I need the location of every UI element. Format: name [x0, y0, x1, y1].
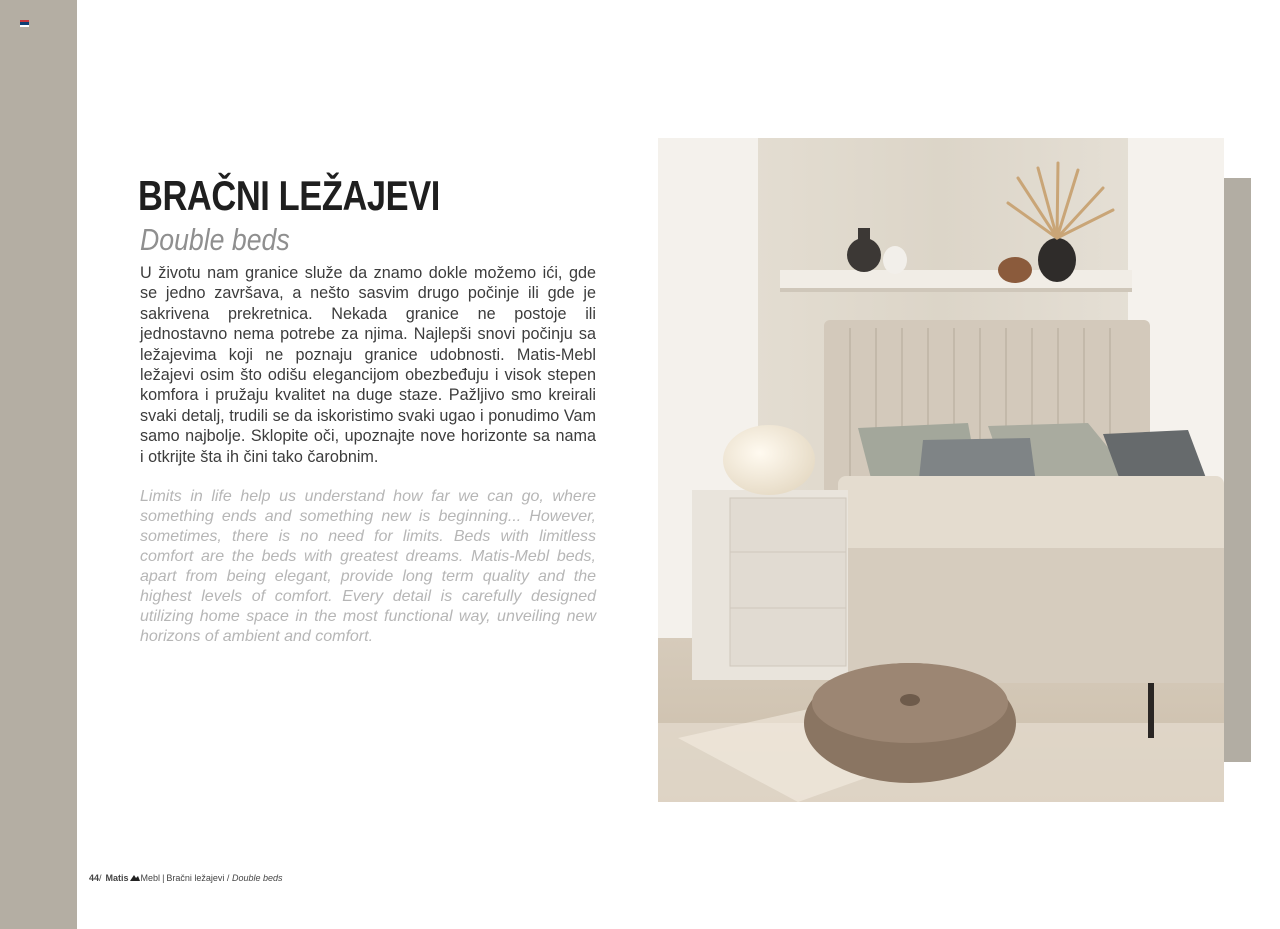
body-text-english: Limits in life help us understand how far we can go, where something ends and something new is beginning... However, sometimes, there is no need for limits. Beds with limitless comfort are the beds with greatest dreams. Matis-Mebl beds, apart from being elegant, provide long term quality and the highest levels of comfort. Every detail is carefully designed utilizing home space in the most functional way, unveiling new horizons of ambient and comfort.	[140, 488, 596, 645]
matis-logo-mark-icon	[130, 874, 140, 882]
page-number: 44	[89, 873, 100, 883]
page-title: BRAČNI LEŽAJEVI	[138, 172, 440, 219]
footer-brand: Matis	[105, 873, 129, 883]
footer-brand-suffix: Mebl	[140, 873, 161, 883]
footer-section-sr: Bračni ležajevi /	[166, 873, 230, 883]
footer-divider: |	[162, 873, 165, 883]
body-text-serbian: U životu nam granice služe da znamo dokle možemo ići, gde se jedno završava, a nešto sasvim drugo počinje ili gde je sakrivena prekretnica. Nekada granice ne postoje ili jednostavno nema potrebe za njima. Najlepši snovi počinju sa ležajevima koji ne poznaju granice udobnosti. Matis-Mebl ležajevi osim što odišu elegancijom obezbeđuju i visok stepen komfora i pružaju kvalitet na duge staze. Pažljivo smo kreirali svaki detalj, trudili se da iskoristimo svaki ugao i ponudimo Vam samo najbolje. Sklopite oči, upoznajte nove horizonte sa nama i otkrijte šta ih čini tako čarobnim.	[140, 264, 596, 466]
footer-slash: /	[99, 873, 102, 883]
footer-section-en: Double beds	[231, 873, 283, 883]
left-decorative-band	[0, 0, 77, 929]
page-footer	[89, 873, 283, 883]
page-subtitle: Double beds	[140, 222, 290, 257]
accent-bar	[1224, 178, 1251, 762]
bedroom-photo	[658, 138, 1224, 802]
serbian-flag-icon[interactable]	[20, 20, 29, 27]
